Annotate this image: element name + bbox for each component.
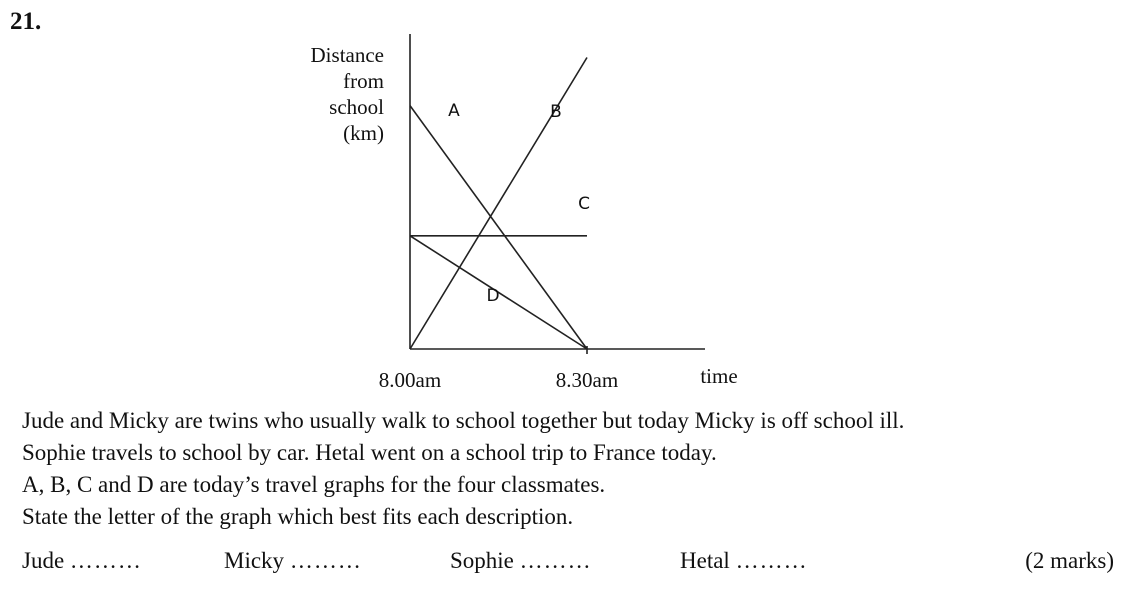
y-axis-label-line-4: (km) (343, 121, 384, 145)
answer-jude-label: Jude (22, 548, 65, 573)
marks-label: (2 marks) (1025, 548, 1114, 573)
series-label-c: C (578, 194, 590, 214)
answer-hetal-blank[interactable]: ……… (735, 548, 808, 573)
answer-sophie (450, 548, 592, 574)
series-label-a: A (448, 101, 460, 121)
answer-sophie-blank[interactable]: ……… (519, 548, 592, 573)
graph-labels (311, 43, 738, 392)
series-label-d: D (486, 286, 500, 306)
x-tick-label-2: 8.30am (555, 368, 619, 392)
y-axis-label-line-3: school (329, 95, 384, 119)
y-axis-label-line-1: Distance (310, 43, 384, 67)
series-lines (410, 58, 590, 349)
description-line-2: Sophie travels to school by car. Hetal went on a school trip to France today. (22, 440, 717, 465)
answer-jude (22, 548, 142, 574)
answer-micky-label: Micky (224, 548, 285, 573)
description-line-1: Jude and Micky are twins who usually walk to school together but today Micky is off school ill. (22, 408, 905, 433)
y-axis-label-line-2: from (343, 69, 384, 93)
answer-jude-blank[interactable]: ……… (69, 548, 142, 573)
x-tick-label-1: 8.00am (378, 368, 442, 392)
axes (410, 34, 705, 354)
description-line-3: A, B, C and D are today’s travel graphs for the four classmates. (22, 472, 606, 497)
answer-sophie-label: Sophie (450, 548, 514, 573)
series-line-a (410, 106, 587, 349)
description-line-4: State the letter of the graph which best fits each description. (22, 504, 574, 529)
answer-micky-blank[interactable]: ……… (289, 548, 362, 573)
x-axis-label: time (700, 364, 738, 388)
answer-micky (224, 548, 362, 574)
question-number: 21. (10, 8, 42, 35)
answer-hetal-label: Hetal (680, 548, 730, 573)
answer-hetal (680, 548, 808, 574)
series-label-b: B (550, 102, 562, 122)
